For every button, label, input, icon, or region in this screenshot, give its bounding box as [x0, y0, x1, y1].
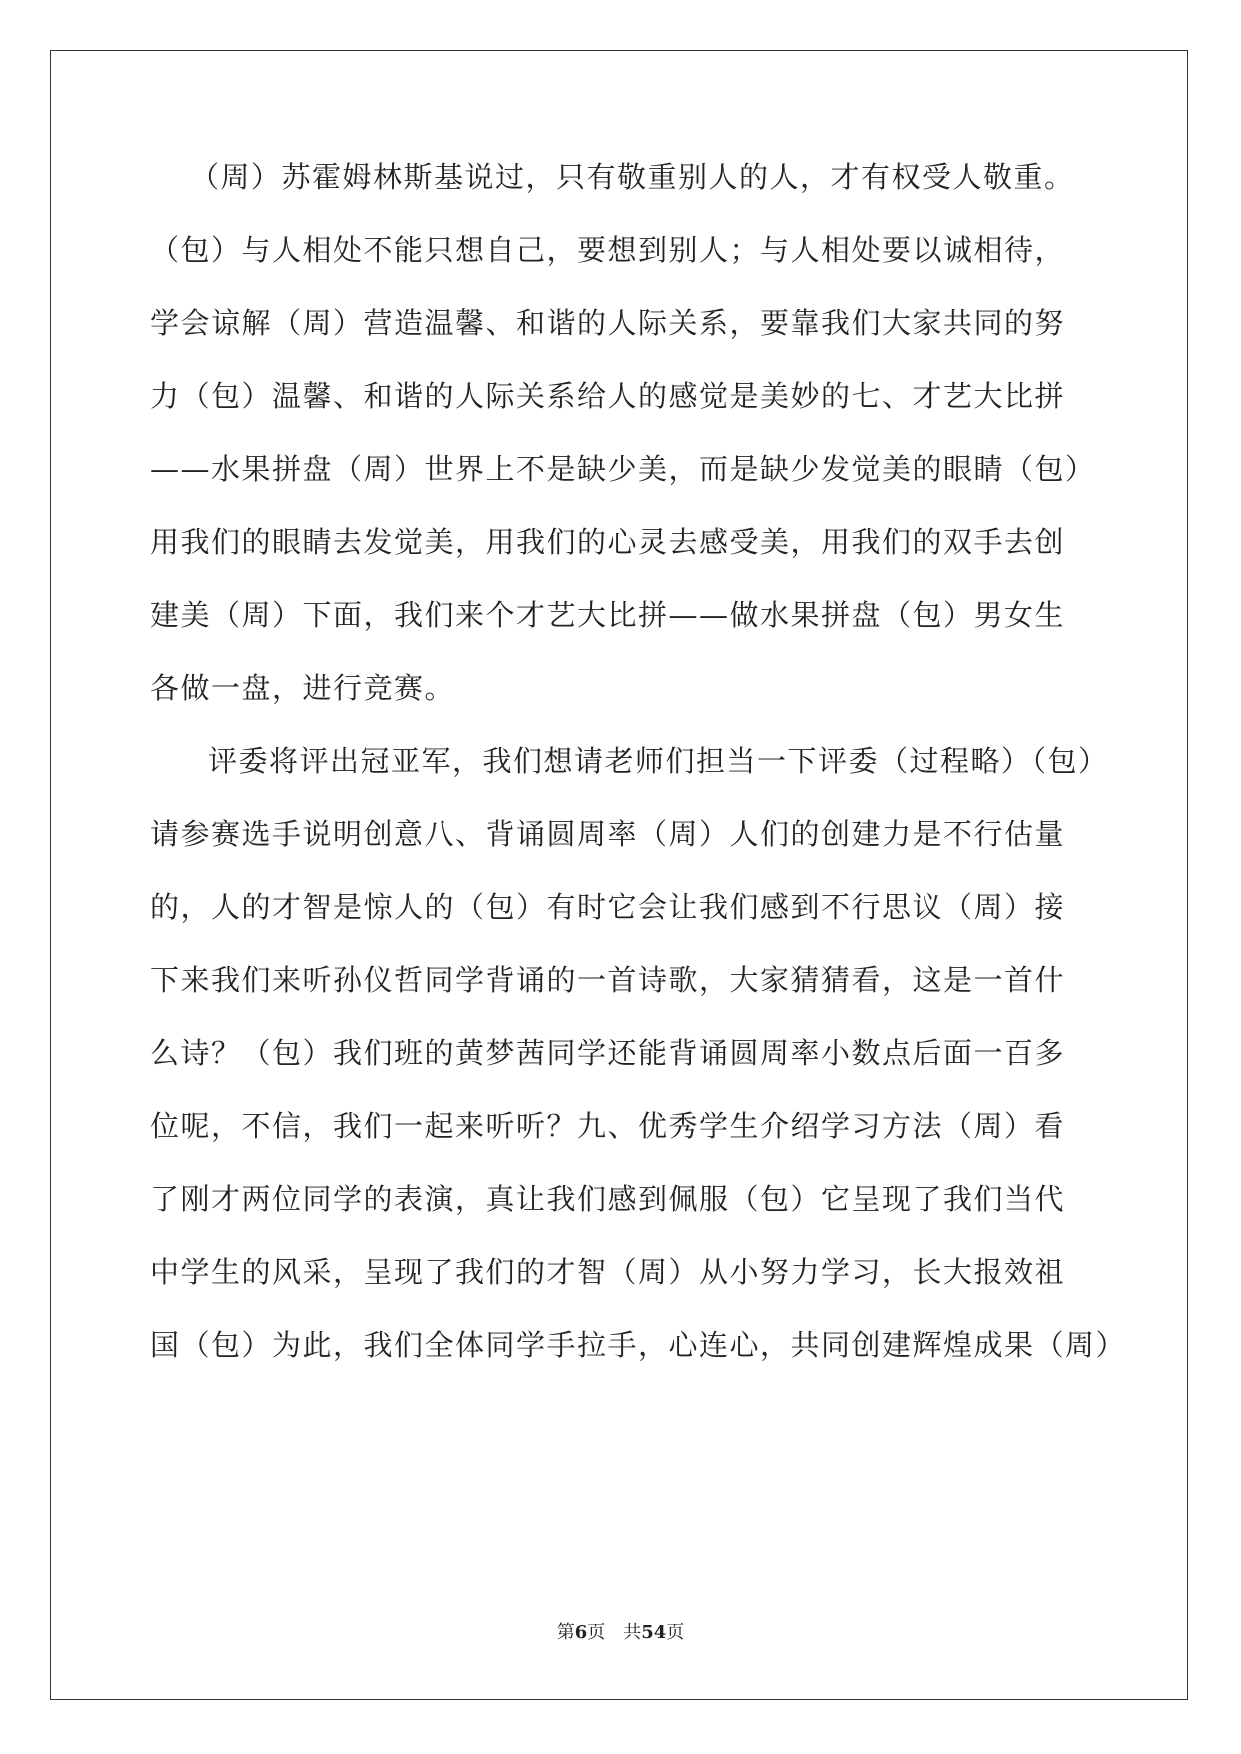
paragraph-line: 力（包）温馨、和谐的人际关系给人的感觉是美妙的七、才艺大比拼 — [150, 379, 1066, 413]
paragraph-line: 下来我们来听孙仪哲同学背诵的一首诗歌，大家猜猜看，这是一首什 — [150, 963, 1066, 997]
page-number: 6 — [574, 1622, 588, 1643]
total-suffix: 页 — [666, 1622, 685, 1643]
paragraph-line: 国（包）为此，我们全体同学手拉手，心连心，共同创建辉煌成果（周） — [150, 1328, 1127, 1362]
paragraph-line: （包）与人相处不能只想自己，要想到别人；与人相处要以诚相待， — [150, 233, 1066, 267]
paragraph-line: 学会谅解（周）营造温馨、和谐的人际关系，要靠我们大家共同的努 — [150, 306, 1066, 340]
paragraph-line: 中学生的风采，呈现了我们的才智（周）从小努力学习，长大报效祖 — [150, 1255, 1066, 1289]
paragraph-line: 评委将评出冠亚军，我们想请老师们担当一下评委（过程略）（包） — [208, 744, 1109, 778]
page-prefix: 第 — [556, 1622, 575, 1643]
page-border — [50, 50, 1188, 1700]
paragraph-line: 建美（周）下面，我们来个才艺大比拼——做水果拼盘（包）男女生 — [150, 598, 1066, 632]
page-footer — [0, 1618, 1241, 1644]
paragraph-line: （周）苏霍姆林斯基说过，只有敬重别人的人，才有权受人敬重。 — [190, 160, 1075, 194]
paragraph-line: 各做一盘，进行竞赛。 — [150, 671, 456, 705]
paragraph-line: 的，人的才智是惊人的（包）有时它会让我们感到不行思议（周）接 — [150, 890, 1066, 924]
total-pages: 54 — [641, 1622, 667, 1643]
paragraph-line: ——水果拼盘（周）世界上不是缺少美，而是缺少发觉美的眼睛（包） — [150, 452, 1096, 486]
paragraph-line: 请参赛选手说明创意八、背诵圆周率（周）人们的创建力是不行估量 — [150, 817, 1066, 851]
total-prefix: 共 — [623, 1622, 642, 1643]
paragraph-line: 了刚才两位同学的表演，真让我们感到佩服（包）它呈现了我们当代 — [150, 1182, 1066, 1216]
paragraph-line: 用我们的眼睛去发觉美，用我们的心灵去感受美，用我们的双手去创 — [150, 525, 1066, 559]
paragraph-line: 么诗？（包）我们班的黄梦茜同学还能背诵圆周率小数点后面一百多 — [150, 1036, 1066, 1070]
page-suffix: 页 — [587, 1622, 606, 1643]
paragraph-line: 位呢，不信，我们一起来听听？九、优秀学生介绍学习方法（周）看 — [150, 1109, 1066, 1143]
